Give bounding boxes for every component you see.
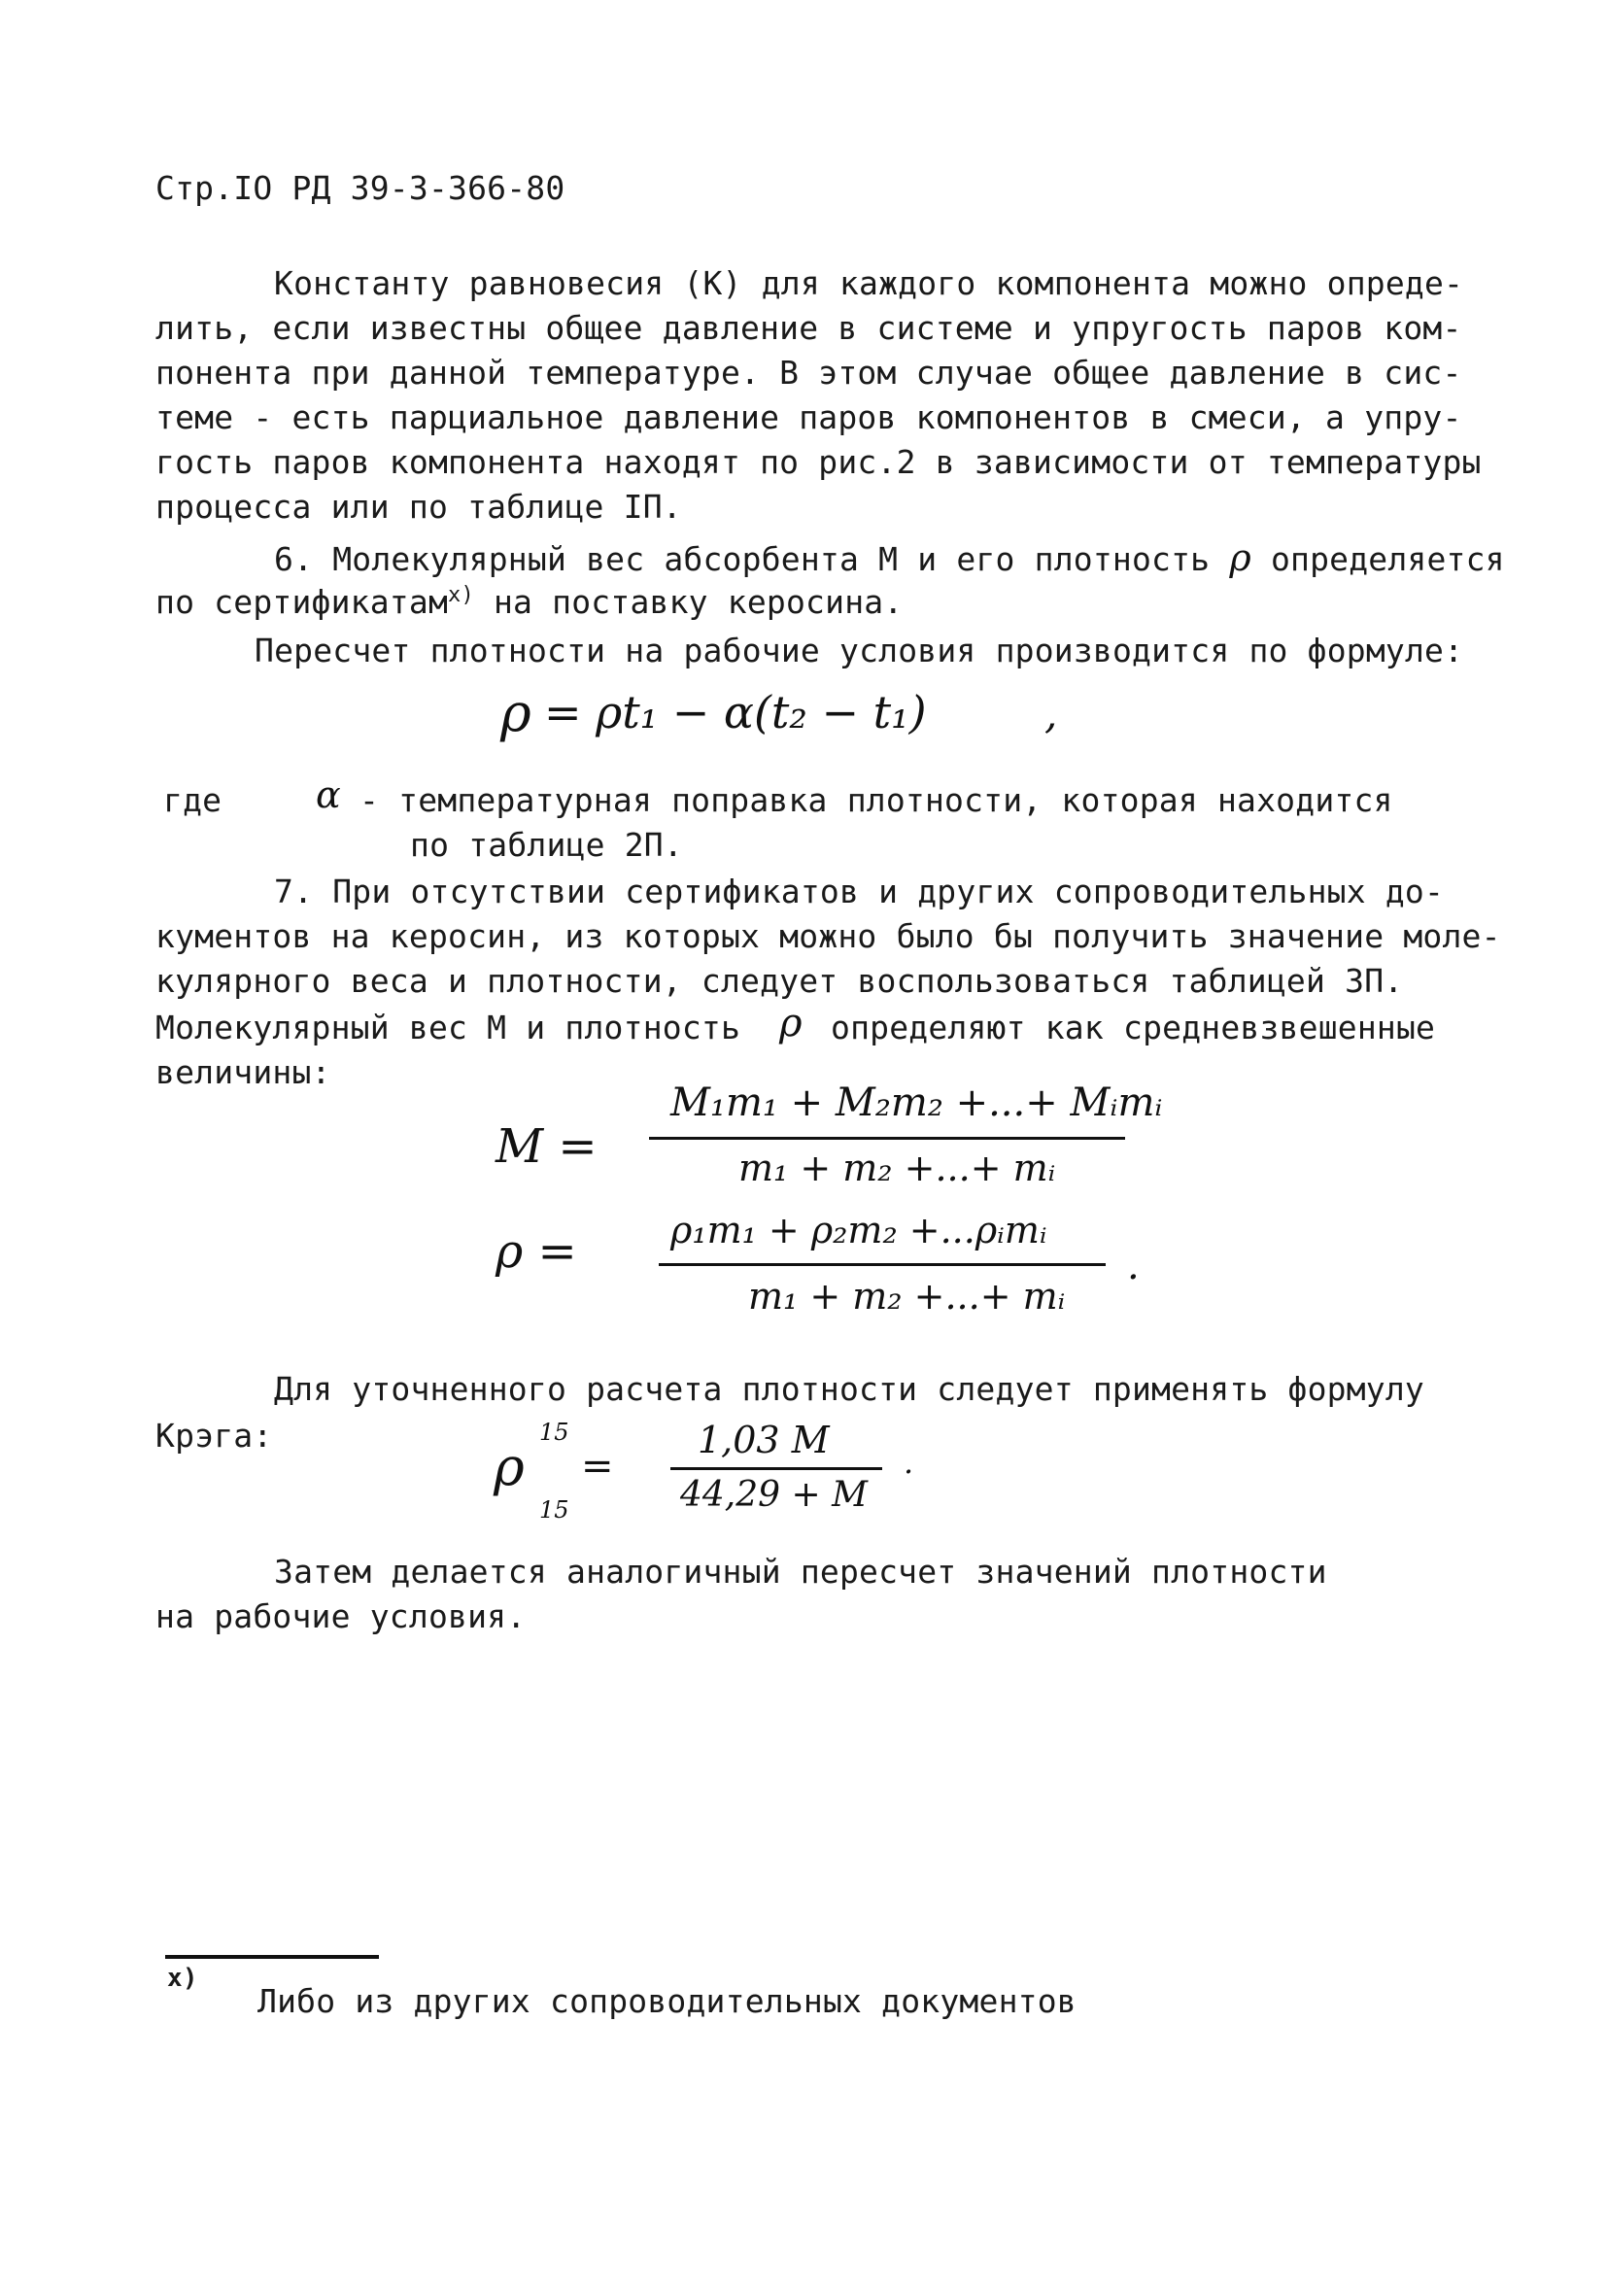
item6-text: по сертификатам (155, 583, 449, 621)
item7-line: кулярного веса и плотности, следует воспользоваться таблицей 3П. (155, 962, 1404, 1000)
para1-line: гость паров компонента находят по рис.2 в зависимости от температуры (155, 443, 1482, 481)
rho-symbol: ρ (1229, 536, 1251, 579)
rho-formula-dot: . (1127, 1244, 1140, 1288)
footnote-mark: х) (448, 583, 474, 607)
recalc-line: Пересчет плотности на рабочие условия производится по формуле: (255, 632, 1464, 669)
para1-line: теме - есть парциальное давление паров компонентов в смеси, а упру- (155, 398, 1462, 436)
item7-text: определяют как средневзвешенные (831, 1009, 1436, 1046)
alpha-symbol: α (316, 773, 341, 816)
page-header: Стр.IO РД 39-3-366-80 (155, 169, 565, 207)
kreg-formula-dot: . (904, 1444, 914, 1481)
final-line: на рабочие условия. (155, 1597, 527, 1635)
where-label: где (163, 781, 222, 819)
kreg-formula-numerator: 1,03 M (698, 1419, 830, 1461)
kreg-line1: Для уточненного расчета плотности следует применять формулу (274, 1370, 1424, 1408)
rho-symbol: ρ (779, 1001, 803, 1045)
kreg-fraction-bar (670, 1467, 882, 1470)
item6-text: на поставку керосина. (473, 583, 904, 621)
item6-line1 (274, 536, 1505, 581)
para1-line: лить, если известны общее давление в системе и упругость паров ком- (155, 309, 1462, 347)
item7-line4 (155, 1007, 740, 1049)
kreg-formula-sup: 15 (539, 1419, 569, 1446)
item6-text: определяется (1250, 540, 1505, 578)
footnote-text: Либо из других сопроводительных документов (257, 1982, 1077, 2020)
kreg-line2: Крэга: (155, 1417, 273, 1455)
rho-formula-numerator: ρ₁m₁ + ρ₂m₂ +...ρᵢmᵢ (670, 1209, 1047, 1251)
kreg-formula-eq: = (581, 1444, 614, 1489)
para1-line: Константу равновесия (К) для каждого компонента можно опреде- (274, 264, 1464, 302)
item6-line2 (155, 581, 903, 624)
m-formula-lhs: M = (496, 1119, 598, 1174)
where-text: по таблице 2П. (410, 826, 683, 864)
item7-line: 7. При отсутствии сертификатов и других сопроводительных до- (274, 873, 1445, 910)
para1-line: процесса или по таблице IП. (155, 488, 682, 526)
density-formula-comma: , (1044, 690, 1058, 737)
item7-text: Молекулярный вес М и плотность (155, 1009, 741, 1046)
kreg-formula-denominator: 44,29 + M (680, 1475, 868, 1515)
m-formula-numerator: M₁m₁ + M₂m₂ +...+ Mᵢmᵢ (670, 1080, 1163, 1125)
footnote-mark: х) (167, 1964, 198, 1993)
density-formula-rhs: = ρt₁ − α(t₂ − t₁) (544, 686, 927, 738)
rho-formula-denominator: m₁ + m₂ +...+ mᵢ (748, 1275, 1066, 1318)
density-formula-lhs: ρ (500, 682, 531, 743)
item7-line5: величины: (155, 1053, 331, 1091)
rho-formula-lhs: ρ = (496, 1224, 577, 1279)
item6-text: 6. Молекулярный вес абсорбента М и его плотность (274, 540, 1230, 578)
final-line: Затем делается аналогичный пересчет значений плотности (274, 1553, 1327, 1591)
item7-line: кументов на керосин, из которых можно было бы получить значение моле- (155, 917, 1501, 955)
rho-fraction-bar (659, 1263, 1106, 1266)
m-formula-denominator: m₁ + m₂ +...+ mᵢ (738, 1147, 1056, 1189)
para1-line: понента при данной температуре. В этом случае общее давление в сис- (155, 354, 1462, 392)
m-fraction-bar (649, 1137, 1125, 1140)
kreg-formula-lhs: ρ (494, 1436, 525, 1497)
where-text: - температурная поправка плотности, которая находится (359, 781, 1393, 819)
kreg-formula-sub: 15 (539, 1496, 569, 1524)
